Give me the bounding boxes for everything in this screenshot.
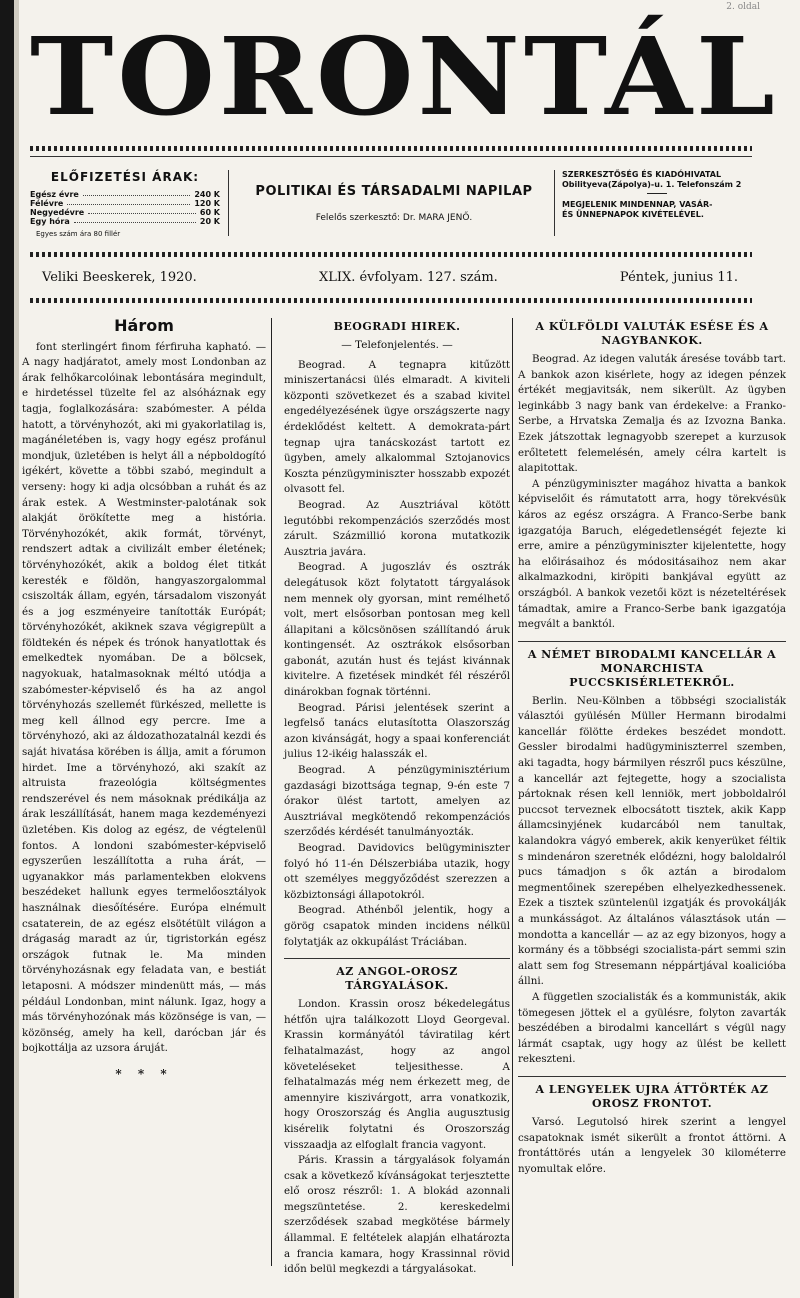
article-title: Három bbox=[114, 316, 174, 335]
news-item: Beograd. Párisi jelentések szerint a legfelső tanács elutasította Olaszország azon kivánságát, hogy a spaai konferenciát julius 12-ikéig halasszák el. bbox=[284, 701, 510, 761]
news-item: Beograd. A jugoszláv és osztrák delegátusok közt folytatott tárgyalások nem mennek oly gyorsan, mint remélhető volt, mert elsősorban pontosan meg kell állapitani a kölcsönösen szállítandó áruk kontingensét. Az osztrákok elsősorban gabonát, azután hust és tejást kivánnak kivitelre. A fizetések mindkét fél részéről dinárokban fognak történni. bbox=[284, 561, 510, 699]
newspaper-title: TORONTÁL bbox=[30, 15, 779, 140]
article-subheadline: — Telefonjelentés. — bbox=[341, 339, 453, 351]
news-item: Beograd. Athénből jelentik, hogy a görög csapatok minden incidens nélkül folytatják az okkupálást Tráciában. bbox=[284, 904, 510, 948]
publication-note: ÉS ÜNNEPNAPOK KIVÉTELÉVEL. bbox=[562, 210, 704, 219]
article-columns bbox=[22, 318, 792, 1278]
article-headline: A NÉMET BIRODALMI KANCELLÁR A MONARCHISTA PUCCSKISÉRLETEKRŐL. bbox=[527, 647, 777, 689]
office-line: SZERKESZTŐSÉG ÉS KIADÓHIVATAL bbox=[562, 170, 722, 179]
subtitle-block bbox=[238, 184, 550, 223]
subheader bbox=[30, 170, 752, 240]
section-stars: * * * bbox=[115, 1066, 173, 1081]
publication-note: MEGJELENIK MINDENNAP, VASÁR- bbox=[562, 200, 713, 209]
dateline-rule bbox=[30, 298, 752, 303]
editor-line: Felelős szerkesztő: Dr. MARA JENŐ. bbox=[315, 213, 473, 223]
news-item: Beograd. A pénzügyminisztérium gazdasági bizottsága tegnap, 9-én este 7 órakor ülést tartott, amelyen az Ausztriával megkötendő rekompenzációs szerződés kérdését tanulmányozták. bbox=[284, 764, 510, 839]
news-item: Beograd. Az Ausztriával kötött legutóbbi rekompenzációs szerződés most zárult. Százmillió korona mutatkozik Ausztria javára. bbox=[284, 498, 510, 558]
news-item: Páris. Krassin a tárgyalások folyamán csak a következő kívánságokat terjesztette elő orosz részről: 1. A blokád azonnali megszüntetése. 2. kereskedelmi szerződések szabad megkötése bármely állammal. E feltételek alapján elhatározta a francia kamara, hogy Krassinnal rövid időn belül megkezdi a tárgyalásokat. bbox=[284, 1154, 510, 1276]
header-rule bbox=[30, 252, 752, 257]
page-edge-shadow bbox=[14, 0, 19, 1298]
subscription-prices bbox=[30, 170, 220, 238]
column-3 bbox=[518, 318, 786, 1177]
column-2 bbox=[284, 318, 510, 1278]
single-issue-price: Egyes szám ára 80 fillér bbox=[36, 230, 121, 238]
news-item: Beograd. A tegnapra kitűzött miniszertanácsi ülés elmaradt. A kiviteli központi szövetkezet és a szabad kivitel engedélyezésének ügye országszerte nagy érdeklődést keltett. A demokrata-párt tegnap ujra tanácskozást tartott ez ügyben, amely alkalommal Sztojanovics Koszta pénzügyminiszter hosszabb expozét olvasott fel. bbox=[284, 358, 510, 496]
price-row: Egész évre 240 K bbox=[30, 190, 220, 199]
divider bbox=[554, 170, 555, 236]
news-item: A pénzügyminiszter magához hivatta a bankok képviselőit és rámutatott arra, hogy törekvésük káros az egész országra. A Franco-Serbe bank igazgatója Baruch, elégedetlenségét fejezte ki erre, amire a pénzügyminiszter kijelentette, hogy ha előirásaihoz és módositásaihoz nem akar alkalmazkodni, kiröpiti bankjával együtt az országból. A bankok vezetői közt is nézeteltérések támadtak, amire a Franco-Serbe bank igazgatója megvált a banktól. bbox=[518, 477, 786, 631]
dateline-place: Veliki Beeskerek, 1920. bbox=[42, 270, 197, 285]
price-row: Negyedévre 60 K bbox=[30, 208, 220, 217]
news-item: A független szocialisták és a kommunisták, akik tömegesen jöttek el a gyülésre, folyton zavarták beszédében a birodalmi kancellárt s végül nagy lármát csaptak, ugy hogy az ülést be kellett rekeszteni. bbox=[518, 990, 786, 1066]
article-headline: BEOGRADI HIREK. bbox=[333, 320, 461, 333]
page-edge bbox=[0, 0, 14, 1298]
article-headline: A KÜLFÖLDI VALUTÁK ESÉSE ÉS A NAGYBANKOK. bbox=[535, 320, 769, 347]
office-info bbox=[562, 170, 752, 220]
news-item: London. Krassin orosz békedelegátus hétfőn ujra találkozott Lloyd Georgeval. Krassin kormányától táviratilag kért felhatalmazást, hogy az angol követeléseket teljesithesse. A felhatalmazás még nem érkezett meg, de amennyire kiszivárgott, arra vonatkozik, hogy Oroszország és Anglia augusztusig kisérelik folytatni és Oroszország visszaadja az elfoglalt francia vagyont. bbox=[284, 998, 510, 1151]
corner-note: 2. oldal bbox=[726, 2, 760, 12]
article-headline: A LENGYELEK UJRA ÁTTÖRTÉK AZ OROSZ FRONTOT. bbox=[535, 1082, 769, 1110]
office-address: Obilityeva(Zápolya)-u. 1. Telefonszám 2 bbox=[562, 180, 742, 189]
column-1 bbox=[22, 318, 266, 1083]
masthead-rule-thin bbox=[30, 156, 752, 157]
article-paragraph: font sterlingért finom férfiruha kapható. — A nagy hadjáratot, amely most Londonban az árak felhőkarcolóinak lebontására megindult, e hirdetéssel tüzelte fel az alsóháznak egy tagja, foglalkozására: szabómester. A példa hatott, a törvényhozót, aki mi gyakorlatilag is, magánéletében is, vagy hogy egész profánul mondjuk, üzletében is helyt áll a népboldogító igékért, követte a többi szabó, megindult a verseny: hogy ki adja olcsóbban a ruhát és az árak estek. A Westminster-palotának sok alakját örökítette meg a história. Törvényhozókét, akik formát, törvényt, rendszert adtak a civilizált ember életének; törvényhozókét, akik a boldog élet titkát keresték e földön, hangyaszorgalommal csiszolták állam, egyén, társadalom viszonyát és a jog eszményeire tanították Európát; törvényhozókét, akiknek szava végigrepült a földtekén és népek és trónok hanyatlottak és emelkedtek nyomában. De a bölcsek, nagyokuak, hatalmasoknak méltó utódja a szabómester-képviselő és ha az angol törvényhozás szellemét fürkészed, mellette is meg kell állnod egy percre. Ime a törvényhozó, aki az áldozathozatalnál kezdi és saját hivatása körében is állja, amit a fórumon hirdet. Ime a törvényhozó, aki szakít az altruista frazeológia költségmentes rendszerével és nem másoknak prédikálja az árak leszállítását, hanem maga kezdeményezi üzletében. Kis dolog az egész, de végtelenül fontos. A londoni szabómester-képviselő egyszerűen leszállította a ruha árát, — ugyanakkor más parlamentekben elokvens beszédeket hallunk egyes termelőosztályok használnak diesőítésére. Európa elnémult csataterein, de az egész elsötétült világon a drágaság maradt az úr, tigristorkán egész országok futnak le. Ma minden törvényhozásnak egy feladata van, e bestiát letaposni. A módszer mindenütt más, — más például Londonban, mint nálunk. Igaz, hogy a más törvényhozónak más közönsége is van, — közönség, amely ha kell, darócban jár és bojkottálja az uzsora áruját. bbox=[22, 340, 266, 1055]
dateline bbox=[42, 270, 738, 285]
masthead bbox=[20, 8, 796, 148]
news-item: Beograd. Davidovics belügyminiszter folyó hó 11-én Délszerbiába utazik, hogy ott személyes meggyőződést szerezzen a közbiztonsági állapotokról. bbox=[284, 842, 510, 901]
divider bbox=[228, 170, 229, 236]
article-headline: AZ ANGOL-OROSZ TÁRGYALÁSOK. bbox=[336, 965, 458, 993]
newspaper-subtitle: POLITIKAI ÉS TÁRSADALMI NAPILAP bbox=[255, 184, 533, 199]
news-item: Varsó. Legutolsó hirek szerint a lengyel csapatoknak ismét sikerült a frontot áttörni. A frontáttörés után a lengyelek 30 kilométerre nyomultak előre. bbox=[518, 1115, 786, 1175]
price-row: Félévre 120 K bbox=[30, 199, 220, 208]
news-item: Berlin. Neu-Kölnben a többségi szocialisták választói gyülésén Müller Hermann birodalmi kancellár fölötte érdekes beszédet mondott. Gessler birodalmi hadügyminiszterrel szemben, aki tagadta, hogy bármilyen részről pucs készülne, a kancellár azt fejtegette, hogy a szocialista pártoknak résen kell lenniök, mert jobboldalról puccsot terveznek elbocsátott tisztek, akik Kapp államcsinyjének kudarcából nem tanultak, kalandokra vágyó emberek, akik kenyerüket féltik s mindenáron szeretnék elődézni, hogy baloldalról pucs támadjon s ők aztán a birodalom megmentőinek szerepében elhelyezkedhessenek. Ezek a tisztek szüntelenül izgatják és provokálják a munkásságot. Az általános választások után — mondotta a kancellár — az az egy bizonyos, hogy a kormány és a többségi szocialista-párt semmi szin alatt sem fog Stresemann néppártjával koalicióba állni. bbox=[518, 694, 786, 988]
dateline-day: Péntek, junius 11. bbox=[619, 270, 738, 285]
news-item: Beograd. Az idegen valuták áresése tovább tart. A bankok azon kisérlete, hogy az idegen pénzek értékét megjavitsák, nem sikerült. Az ügyben leginkább 3 nagy bank van érdekelve: a Franko-Serbe, a Hrvatska Zemalja és az Izvozna Banka. Ezek játszottak legnagyobb szerepet a kurzusok erőltetett felemelésén, amely célra kartelt is alapitottak. bbox=[518, 353, 786, 475]
prices-heading: ELŐFIZETÉSI ÁRAK: bbox=[50, 170, 200, 184]
dateline-issue: XLIX. évfolyam. 127. szám. bbox=[318, 270, 498, 285]
masthead-rule bbox=[30, 146, 752, 151]
price-row: Egy hóra 20 K bbox=[30, 217, 220, 226]
